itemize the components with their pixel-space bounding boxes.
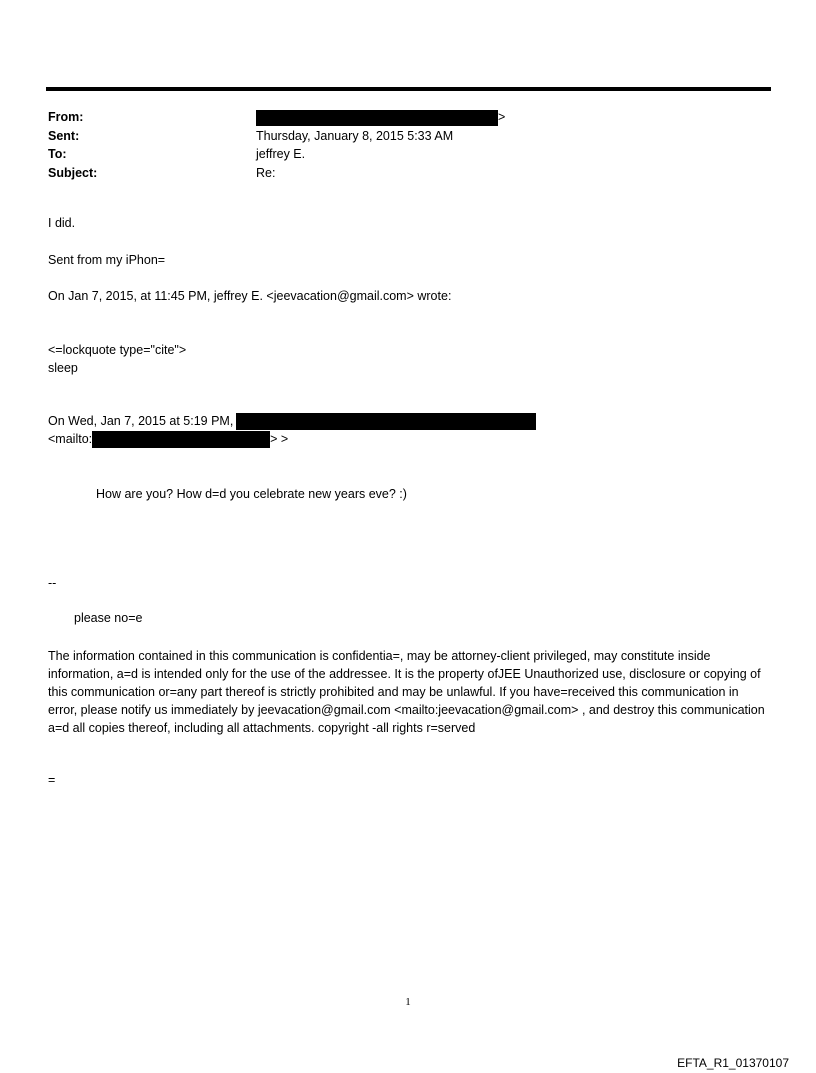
- redaction-bar: [236, 413, 536, 430]
- body-line: =: [48, 773, 56, 787]
- mailto-suffix: > >: [270, 431, 289, 446]
- subject-value: Re:: [256, 165, 276, 180]
- body-line: <=lockquote type="cite">: [48, 343, 187, 357]
- from-suffix: >: [498, 110, 506, 124]
- quoted-from-line: [48, 413, 536, 430]
- sent-value: Thursday, January 8, 2015 5:33 AM: [256, 128, 454, 143]
- email-header: [48, 108, 505, 182]
- redaction-bar: [256, 110, 498, 126]
- sent-row: [48, 127, 505, 146]
- body-line: On Jan 7, 2015, at 11:45 PM, jeffrey E. <jeevacation@gmail.com> wrote:: [48, 289, 452, 303]
- to-row: [48, 145, 505, 164]
- from-row: [48, 108, 505, 127]
- to-value: jeffrey E.: [256, 147, 306, 161]
- to-label: To:: [48, 147, 67, 161]
- quoted-mailto-line: [48, 431, 288, 448]
- subject-label: Subject:: [48, 165, 98, 180]
- from-value: [256, 108, 505, 127]
- body-line: How are you? How d=d you celebrate new years eve? :): [96, 487, 407, 501]
- quoted-from-text: On Wed, Jan 7, 2015 at 5:19 PM,: [48, 413, 234, 428]
- mailto-prefix: <mailto:: [48, 431, 93, 446]
- header-rule: [46, 87, 771, 91]
- disclaimer: The information contained in this communication is confidentia=, may be attorney-client privileged, may constitute inside information, a=d is intended only for the use of the addressee. It is the property ofJEE Unauthorized use, disclosure or copying of this communication or=any part thereof is strictly prohibited and may be unlawful. If you have=received this communication in error, please notify us immediately by jeevacation@gmail.com <mailto:jeevacation@gmail.com> , and destroy this communication a=d all copies thereof, including all attachments. copyright -all rights r=served: [48, 649, 765, 735]
- from-label: From:: [48, 110, 84, 124]
- redaction-bar: [92, 431, 270, 448]
- body-line: sleep: [48, 361, 78, 375]
- sent-label: Sent:: [48, 128, 80, 143]
- signature-separator: --: [48, 576, 57, 590]
- bates-number: EFTA_R1_01370107: [677, 1056, 789, 1070]
- body-line: I did.: [48, 216, 76, 230]
- page-number: 1: [405, 996, 411, 1008]
- body-line: Sent from my iPhon=: [48, 253, 166, 267]
- subject-row: [48, 164, 505, 183]
- body-line: please no=e: [74, 611, 143, 625]
